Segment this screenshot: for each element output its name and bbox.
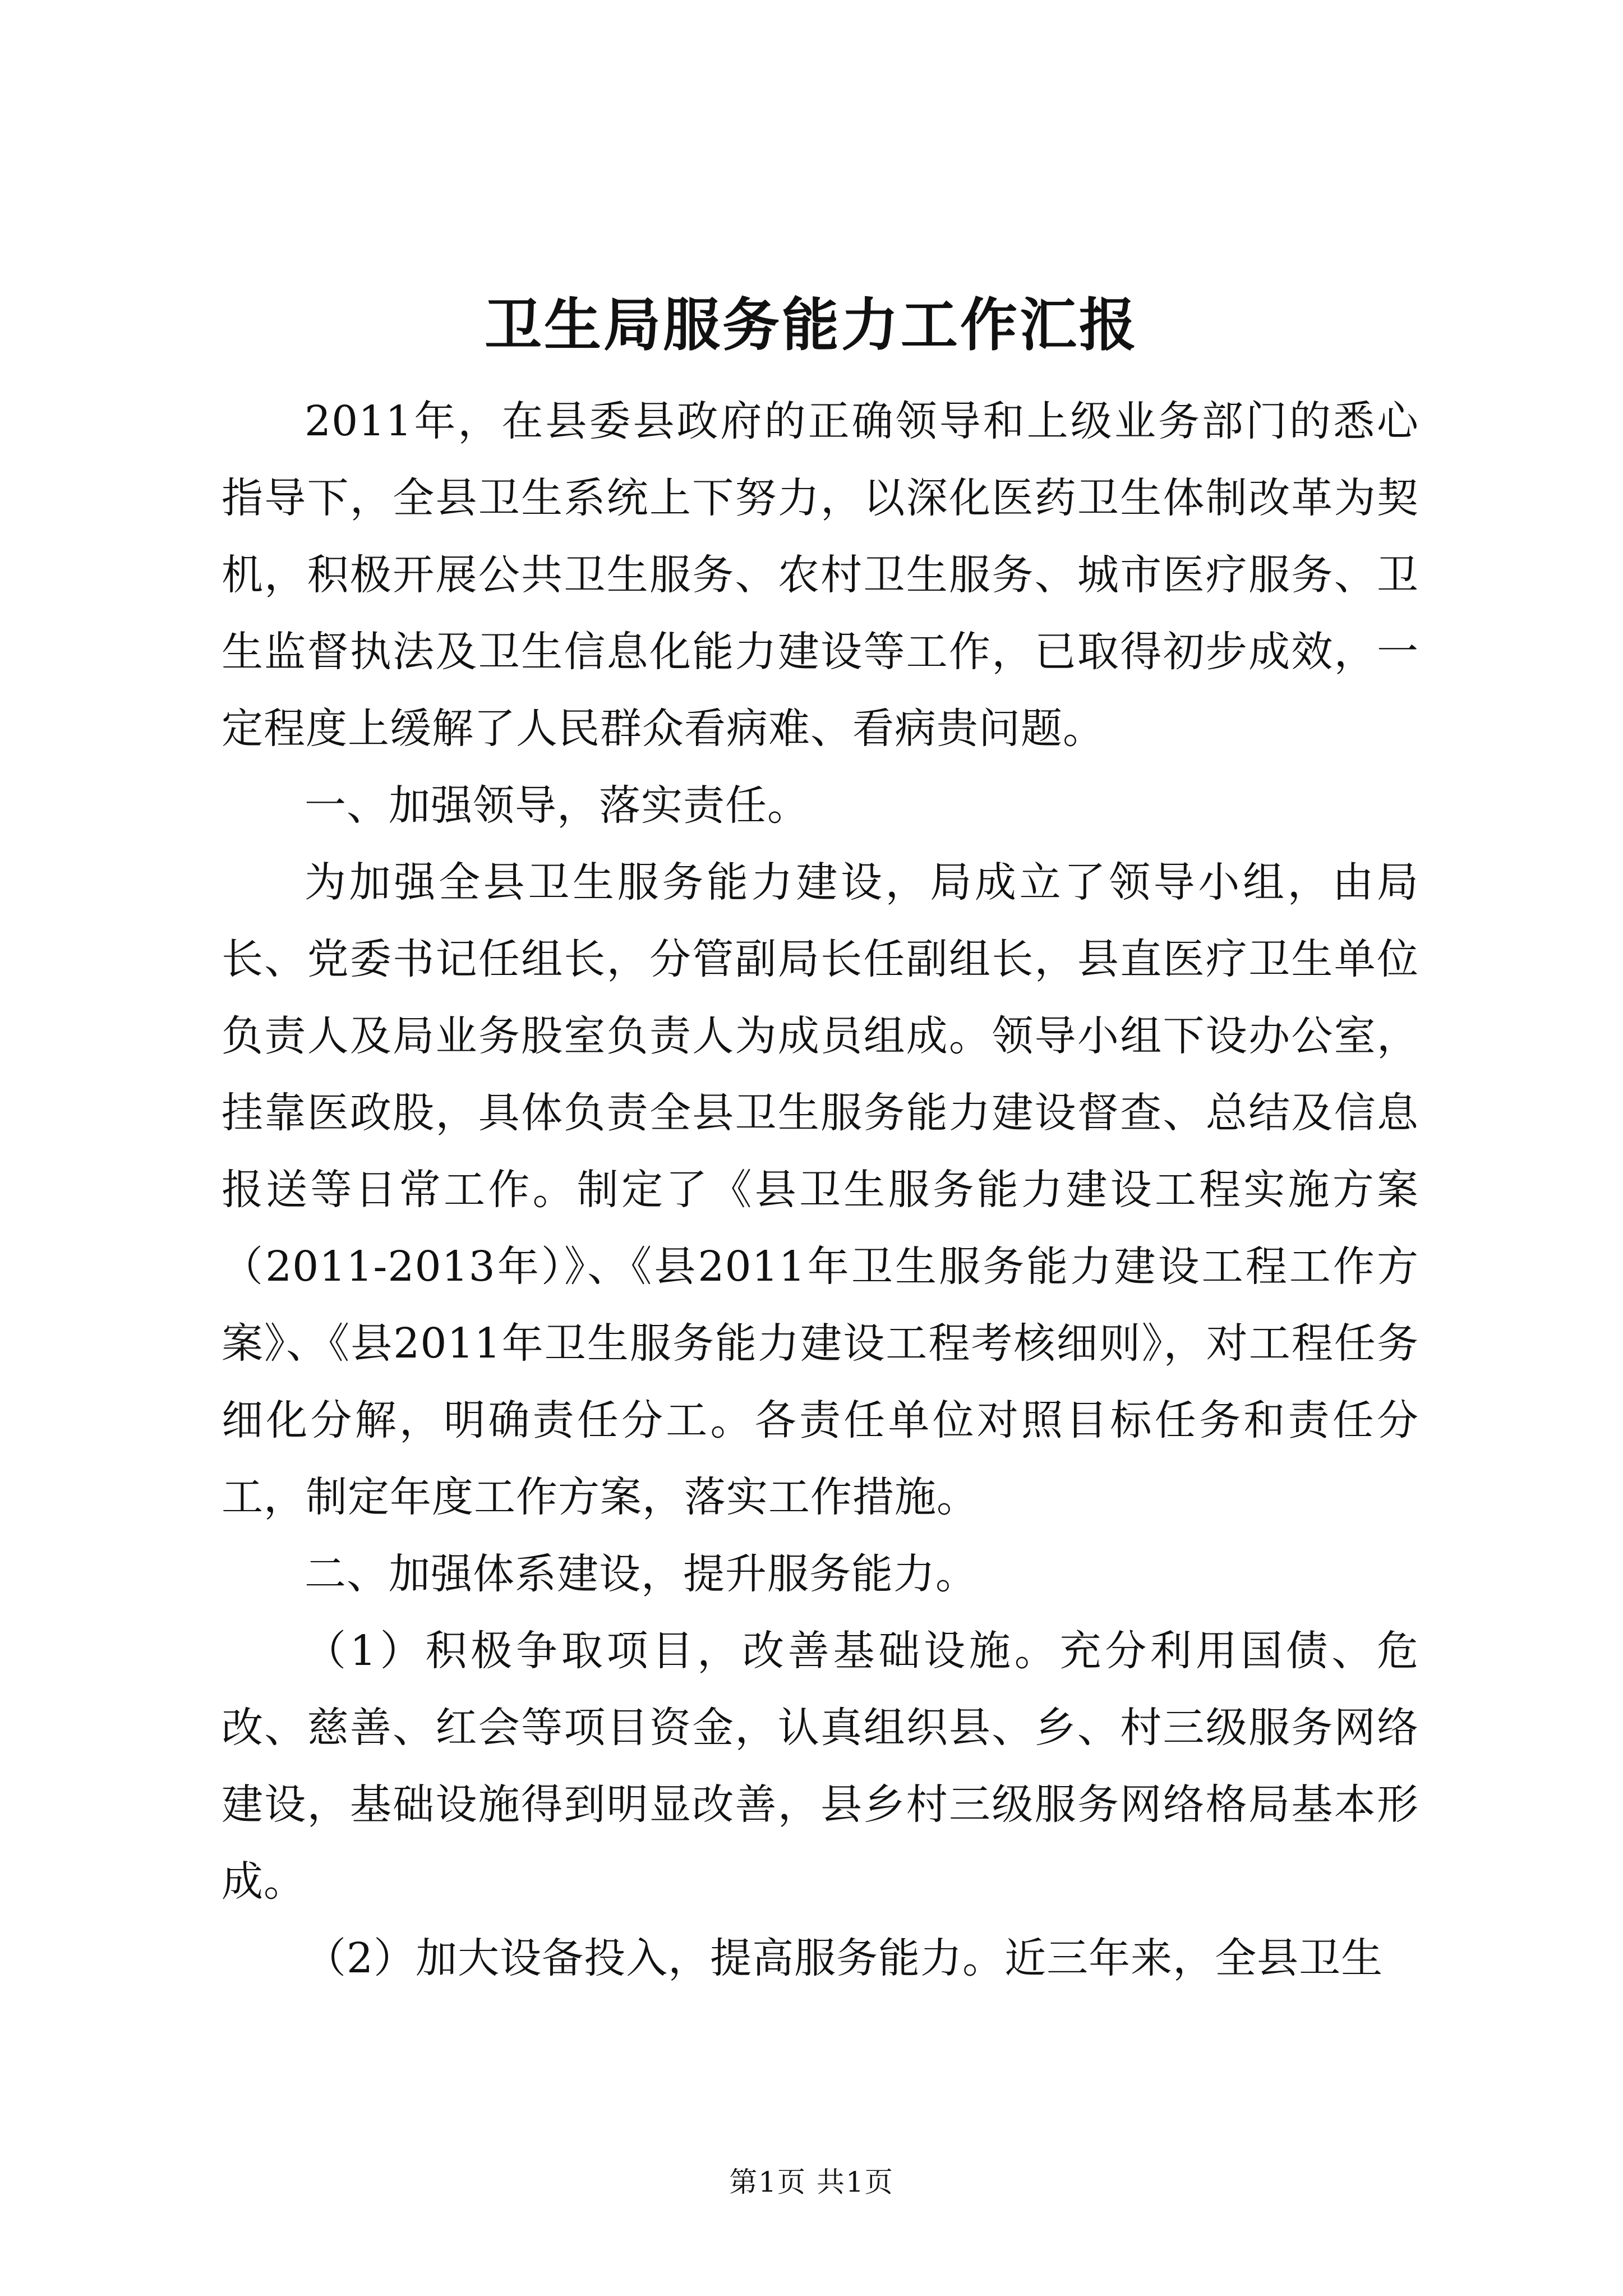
- document-body: [222, 383, 1419, 1997]
- paragraph-leadership: 为加强全县卫生服务能力建设，局成立了领导小组，由局长、党委书记任组长，分管副局长任副组长，县直医疗卫生单位负责人及局业务股室负责人为成员组成。领导小组下设办公室，挂靠医政股，具体负责全县卫生服务能力建设督查、总结及信息报送等日常工作。制定了《县卫生服务能力建设工程实施方案（2011-2013年）》、《县2011年卫生服务能力建设工程工作方案》、《县2011年卫生服务能力建设工程考核细则》，对工程任务细化分解，明确责任分工。各责任单位对照目标任务和责任分工，制定年度工作方案，落实工作措施。: [222, 858, 1419, 1521]
- document-title: 卫生局服务能力工作汇报: [485, 292, 1138, 359]
- list-item-1: （1）积极争取项目，改善基础设施。充分利用国债、危改、慈善、红会等项目资金，认真组织县、乡、村三级服务网络建设，基础设施得到明显改善，县乡村三级服务网络格局基本形成。: [222, 1627, 1419, 1906]
- section-heading-2: 二、加强体系建设，提升服务能力。: [305, 1550, 978, 1598]
- section-heading-1: 一、加强领导，落实责任。: [305, 781, 809, 830]
- page-footer: 第1页 共1页: [729, 2166, 894, 2198]
- paragraph-intro: 2011年，在县委县政府的正确领导和上级业务部门的悉心指导下，全县卫生系统上下努力，以深化医药卫生体制改革为契机，积极开展公共卫生服务、农村卫生服务、城市医疗服务、卫生监督执法及卫生信息化能力建设等工作，已取得初步成效，一定程度上缓解了人民群众看病难、看病贵问题。: [222, 397, 1419, 753]
- list-item-2: （2）加大设备投入，提高服务能力。近三年来，全县卫生: [305, 1934, 1384, 1982]
